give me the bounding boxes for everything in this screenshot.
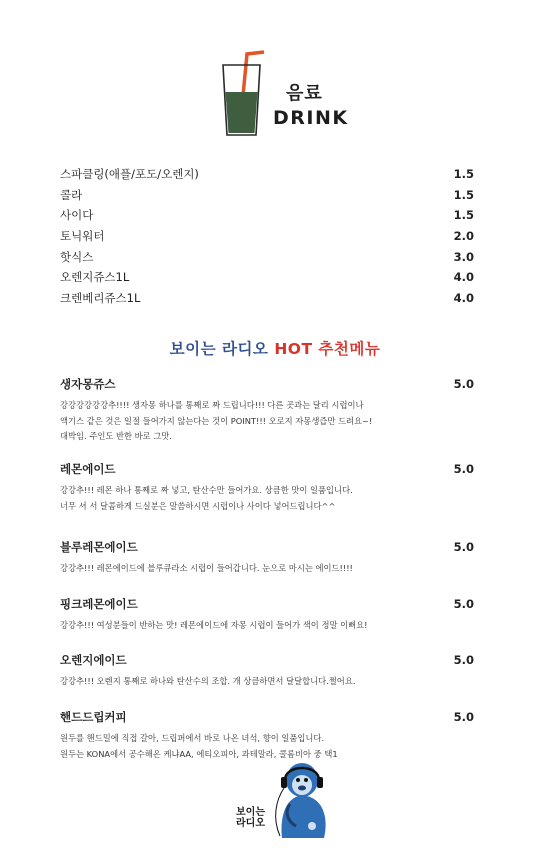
menu-item-name: 블루레몬에이드	[60, 540, 138, 554]
hot-menu-item	[60, 376, 474, 445]
drink-title-english: DRINK	[273, 107, 349, 129]
drink-item	[60, 205, 474, 226]
drink-list	[60, 164, 474, 308]
drink-price: 3.0	[453, 249, 474, 264]
drink-name: 크렌베리쥬스1L	[60, 290, 141, 305]
hot-menu-item	[60, 461, 474, 514]
menu-item-price: 5.0	[453, 710, 474, 724]
menu-item-name: 레몬에이드	[60, 462, 116, 476]
menu-item-price: 5.0	[453, 597, 474, 611]
logo-text-line: 보이는	[236, 807, 265, 818]
drink-item	[60, 226, 474, 247]
hot-menu-title-radio: 보이는 라디오	[169, 340, 275, 358]
drink-item	[60, 164, 474, 185]
boi-radio-logo	[232, 760, 332, 840]
drink-item	[60, 288, 474, 309]
menu-item-description	[60, 618, 474, 634]
menu-item-description	[60, 398, 474, 445]
drink-name: 스파클링(애플/포도/오렌지)	[60, 167, 199, 182]
drink-price: 4.0	[453, 270, 474, 285]
drink-name: 토닉워터	[60, 229, 105, 244]
menu-item-description-line: 원두를 핸드밀에 직접 갈아, 드립퍼에서 바로 나온 녀석, 향이 일품입니다.	[60, 733, 325, 743]
menu-item-name: 핑크레몬에이드	[60, 597, 138, 611]
drink-price: 1.5	[453, 167, 474, 182]
drink-name: 사이다	[60, 208, 94, 223]
menu-item-description-line: 대박임. 주인도 반한 바로 그맛.	[60, 431, 173, 441]
menu-item-price: 5.0	[453, 653, 474, 667]
drink-price: 1.5	[453, 187, 474, 202]
menu-item-price: 5.0	[453, 377, 474, 391]
drink-price: 2.0	[453, 229, 474, 244]
hot-menu-item	[60, 596, 474, 634]
menu-item-description-line: 강강추!!! 레몬 하나 통째로 짜 넣고, 탄산수만 들어가요. 상큼한 맛이 일품입니다.	[60, 485, 353, 495]
hot-menu-title-hot: HOT 추천메뉴	[274, 340, 381, 358]
drink-name: 핫식스	[60, 249, 94, 264]
drink-name: 콜라	[60, 187, 83, 202]
menu-item-description-line: 강강추!!! 여성분들이 반하는 맛! 레몬에이드에 자몽 시럽이 들어가 색이 정말 이뻐요!	[60, 620, 368, 630]
hot-menu-title	[0, 337, 550, 359]
menu-item-name: 생자몽쥬스	[60, 377, 116, 391]
hot-menu-item	[60, 539, 474, 577]
menu-item-name: 핸드드립커피	[60, 710, 127, 724]
menu-item-description-line: 액기스 같은 것은 일절 들어가지 않는다는 것이 POINT!!! 오로지 자몽생즙만 드려요~!	[60, 415, 373, 426]
logo-text	[236, 807, 265, 829]
drink-item	[60, 246, 474, 267]
menu-item-description-line: 강강강강강강추!!!! 생자몽 하나를 통째로 짜 드립니다!!! 다른 곳과는 달리 시럽이나	[60, 400, 364, 410]
menu-item-description	[60, 731, 474, 762]
menu-item-description-line: 너무 셔 서 달콤하게 드실분은 말씀하시면 시럽이나 사이다 넣어드립니다^^	[60, 500, 336, 511]
menu-item-description	[60, 483, 474, 514]
menu-item-price: 5.0	[453, 462, 474, 476]
drink-price: 4.0	[453, 290, 474, 305]
hot-menu-item	[60, 652, 474, 690]
drink-price: 1.5	[453, 208, 474, 223]
drink-name: 오렌지쥬스1L	[60, 270, 130, 285]
menu-item-price: 5.0	[453, 540, 474, 554]
menu-item-description-line: 원두는 KONA에서 공수해온 케냐AA, 에티오피아, 과테말라, 콜롬비아 중 택1	[60, 748, 338, 759]
drink-cup-with-straw-icon	[220, 46, 268, 138]
drink-header	[0, 46, 550, 146]
menu-item-description-line: 강강추!!! 오렌지 통째로 하나와 탄산수의 조합. 개 상큼하면서 달달합니다.쩔어요.	[60, 676, 356, 686]
menu-item-description-line: 강강추!!! 레몬에이드에 블루큐라소 시럽이 들어갑니다. 눈으로 마시는 에이드!!!!	[60, 563, 353, 573]
drink-item	[60, 185, 474, 206]
menu-item-description	[60, 674, 474, 690]
menu-item-name: 오렌지에이드	[60, 653, 127, 667]
logo-text-line: 라디오	[236, 818, 265, 829]
hot-menu-item	[60, 709, 474, 762]
drink-item	[60, 267, 474, 288]
drink-title-block	[273, 79, 349, 129]
drink-title-korean: 음료	[286, 83, 323, 104]
menu-item-description	[60, 561, 474, 577]
